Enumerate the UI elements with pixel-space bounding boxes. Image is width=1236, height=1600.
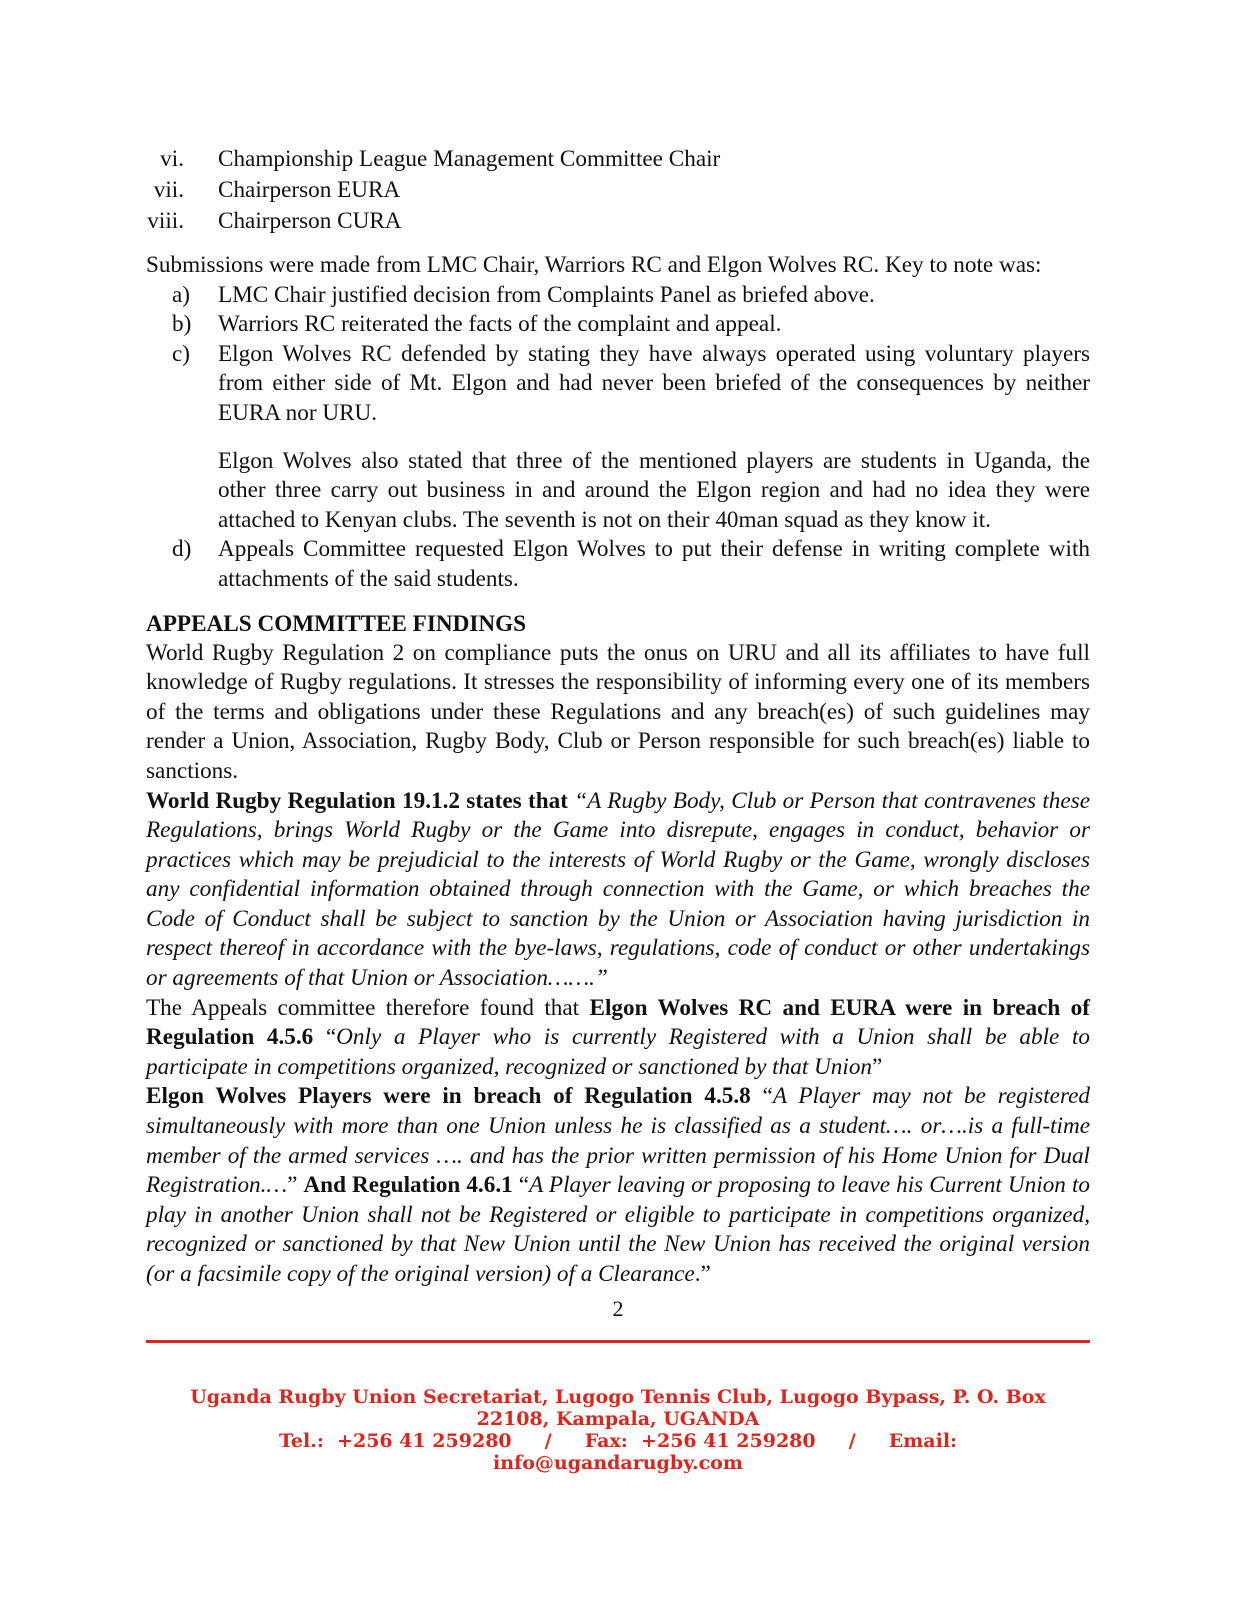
list-item [146, 310, 1090, 340]
regulation-quote: A Player may not be registered simultaneously with more than one Union unless he is classified as a student…. or….is a full-time member of the armed services …. and has the prior written permission of his Home Union for Dual Registration.… [146, 1083, 1090, 1199]
list-item-number: vii. [153, 177, 184, 203]
page-number: 2 [612, 1296, 624, 1321]
footer-address-line: Uganda Rugby Union Secretariat, Lugogo Tennis Club, Lugogo Bypass, P. O. Box 22108, Kampala, UGANDA [190, 1386, 1046, 1430]
finding-breach: Elgon Wolves RC and EURA were in breach of Regulation 4.5.6 [146, 994, 1091, 1051]
quote-close: .” [694, 1261, 711, 1287]
quote-close: ” [872, 1053, 883, 1080]
committee-members-list [146, 144, 1090, 237]
regulation-reference: World Rugby Regulation 19.1.2 states that [146, 787, 568, 814]
quote-open: “ [313, 1024, 337, 1051]
findings-paragraph-regulation-19 [146, 787, 1090, 994]
list-item-letter: c) [172, 340, 191, 367]
footer-address [170, 1386, 1066, 1474]
list-item [146, 281, 1090, 311]
footer-contact-line: Tel.: +256 41 259280 / Fax: +256 41 259280 / Email: [278, 1430, 958, 1452]
quote-close: ” [287, 1172, 304, 1199]
list-item-text: Elgon Wolves RC defended by stating they have always operated using voluntary players from either side of Mt. Elgon and had never been briefed of the consequences by neither EURA nor URU. [218, 340, 1090, 426]
list-item [146, 175, 1090, 206]
list-item-text: LMC Chair justified decision from Complaints Panel as briefed above. [218, 281, 875, 308]
page-content [146, 144, 1090, 1290]
list-item-number: vi. [160, 146, 184, 172]
list-item [146, 535, 1090, 594]
list-item-text: Warriors RC reiterated the facts of the complaint and appeal. [218, 311, 782, 338]
findings-paragraph-compliance: World Rugby Regulation 2 on compliance puts the onus on URU and all its affiliates to have full knowledge of Rugby regulations. It stresses the responsibility of informing every one of its members of the terms and obligations under these Regulations and any breach(es) of such guidelines may render a Union, Association, Rugby Body, Club or Person responsible for such breach(es) liable to sanctions. [146, 639, 1090, 784]
footer-email: info@ugandarugby.com [493, 1452, 743, 1474]
quote-open: “ [750, 1083, 773, 1110]
finding-breach: Elgon Wolves Players were in breach of Regulation 4.5.8 [146, 1083, 751, 1110]
list-item [146, 144, 1090, 175]
list-item-letter: d) [172, 536, 192, 563]
footer-divider [146, 1340, 1090, 1343]
list-item-text: Championship League Management Committee Chair [218, 146, 721, 172]
findings-paragraph-regulation-458 [146, 1082, 1090, 1289]
regulation-quote: “A Rugby Body, Club or Person that contravenes these Regulations, brings World Rugby or the Game into disrepute, engages in conduct, behavior or practices which may be prejudicial to the interests of World Rugby or the Game, wrongly discloses any confidential information obtained through connection with the Game, or which breaches the Code of Conduct shall be subject to sanction by the Union or Association having jurisdiction in respect thereof in accordance with the bye-laws, regulations, code of conduct or other undertakings or agreements of that Union or Association…….” [146, 787, 1091, 992]
list-item-text: Chairperson EURA [218, 177, 401, 203]
list-item [146, 340, 1090, 536]
submissions-intro: Submissions were made from LMC Chair, Warriors RC and Elgon Wolves RC. Key to note was: [146, 252, 1042, 278]
quote-open: “ [512, 1172, 530, 1199]
list-item-letter: a) [172, 281, 191, 308]
submissions-list [146, 281, 1090, 595]
list-item [146, 206, 1090, 237]
regulation-quote: Only a Player who is currently Registered with a Union shall be able to participate in competitions organized, recognized or sanctioned by that Union [146, 1024, 1090, 1080]
regulation-reference: And Regulation 4.6.1 [303, 1172, 513, 1199]
finding-text: The Appeals committee therefore found that [146, 994, 590, 1021]
findings-paragraph-regulation-456 [146, 994, 1090, 1083]
list-item-letter: b) [172, 311, 192, 338]
list-item-text: Appeals Committee requested Elgon Wolves to put their defense in writing complete with attachments of the said students. [218, 536, 1090, 592]
list-item-subparagraph: Elgon Wolves also stated that three of the mentioned players are students in Uganda, the other three carry out business in and around the Elgon region and had no idea they were attached to Kenyan clubs. The seventh is not on their 40man squad as they know it. [218, 447, 1090, 533]
list-item-text: Chairperson CURA [218, 208, 402, 234]
list-item-number: viii. [147, 208, 184, 234]
regulation-quote: A Player leaving or proposing to leave his Current Union to play in another Union shall not be Registered or eligible to participate in competitions organized, recognized or sanctioned by that New Union until the New Union has received the original version (or a facsimile copy of the original version) of a Clearance [146, 1172, 1091, 1287]
findings-heading: APPEALS COMMITTEE FINDINGS [146, 610, 527, 637]
